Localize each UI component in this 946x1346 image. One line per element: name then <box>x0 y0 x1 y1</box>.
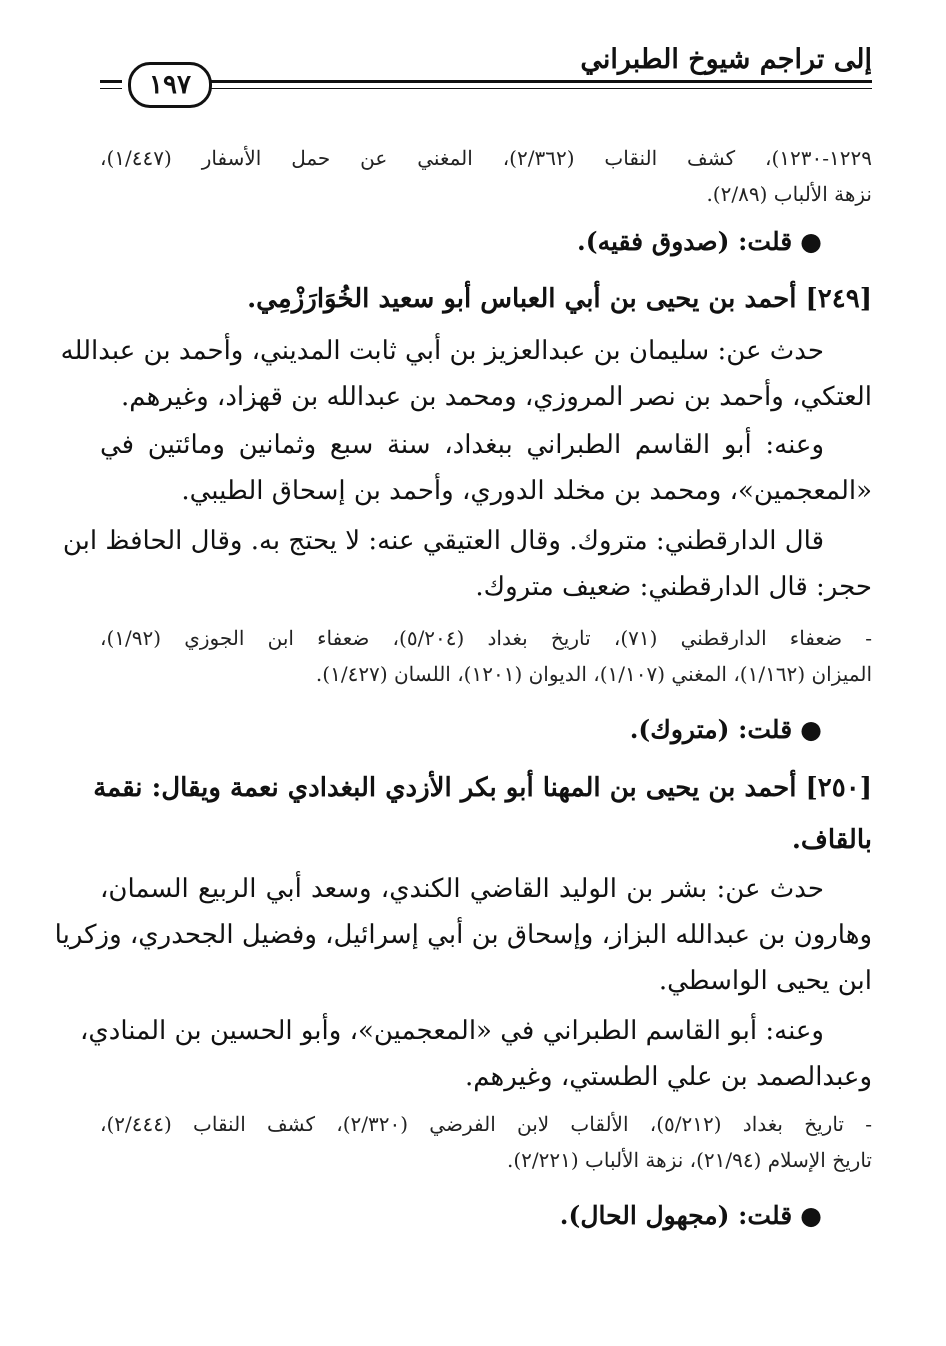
header-rule-left-thin <box>100 88 122 89</box>
paragraph-line: حجر: قال الدارقطني: ضعيف متروك. <box>475 572 872 602</box>
paragraph-line: «المعجمين»، ومحمد بن مخلد الدوري، وأحمد بن إسحاق الطيبي. <box>181 476 872 506</box>
verdict-1 <box>100 222 822 262</box>
verdict-text: قلت: (مجهول الحال). <box>559 1201 793 1230</box>
entry-heading-text: [٢٥٠] أحمد بن يحيى بن المهنا أبو بكر الأزدي البغدادي نعمة ويقال: نقمة <box>93 773 872 803</box>
paragraph-line: وهارون بن عبدالله البزاز، وإسحاق بن أبي إسرائيل، وفضيل الجحدري، وزكريا <box>54 920 872 950</box>
footnote-line: تاريخ الإسلام (٢١/٩٤)، نزهة الألباب (٢/٢٢١). <box>507 1148 872 1172</box>
entry-heading-text: [٢٤٩] أحمد بن يحيى بن أبي العباس أبو سعيد الخُوَارَزْمِي. <box>247 284 872 314</box>
verdict-text: قلت: (صدوق فقيه). <box>577 227 793 256</box>
running-title: إلى تراجم شيوخ الطبراني <box>580 44 872 75</box>
paragraph-line: وعبدالصمد بن علي الطستي، وغيرهم. <box>464 1062 872 1092</box>
entry-249-paragraph-1 <box>60 328 872 420</box>
paragraph-line: وعنه: أبو القاسم الطبراني في «المعجمين»، وأبو الحسين بن المنادي، <box>80 1016 824 1046</box>
verdict-3 <box>100 1196 822 1236</box>
verdict-text: قلت: (متروك). <box>629 715 793 744</box>
header-rule-right-thin <box>210 88 872 89</box>
footnote-249 <box>100 620 872 692</box>
footnote-line: - ضعفاء الدارقطني (٧١)، تاريخ بغداد (٥/٢٠٤)، ضعفاء ابن الجوزي (١/٩٢)، <box>100 626 872 650</box>
footnote-250 <box>100 1106 872 1178</box>
entry-249-heading <box>100 276 872 322</box>
bullet-icon: ● <box>800 227 822 256</box>
page-number: ١٩٧ <box>128 62 212 108</box>
paragraph-line: قال الدارقطني: متروك. وقال العتيقي عنه: لا يحتج به. وقال الحافظ ابن <box>62 526 824 556</box>
entry-250-paragraph-1 <box>54 866 872 1004</box>
paragraph-line: ابن يحيى الواسطي. <box>658 966 872 996</box>
bullet-icon: ● <box>800 715 822 744</box>
footnote-line: نزهة الألباب (٢/٨٩). <box>706 182 872 206</box>
bullet-icon: ● <box>800 1201 822 1230</box>
entry-249-paragraph-3 <box>62 518 872 610</box>
footnote-top <box>100 140 872 212</box>
paragraph-line: العتكي، وأحمد بن نصر المروزي، ومحمد بن عبدالله بن قهزاد، وغيرهم. <box>121 382 872 412</box>
paragraph-line: حدث عن: سليمان بن عبدالعزيز بن أبي ثابت المديني، وأحمد بن عبدالله <box>60 336 824 366</box>
entry-heading-text: بالقاف. <box>791 825 872 855</box>
footnote-line: ١٢٢٩-١٢٣٠)، كشف النقاب (٢/٣٦٢)، المغني عن حمل الأسفار (١/٤٤٧)، <box>100 146 872 170</box>
header-rule-right <box>210 80 872 83</box>
page-header <box>100 42 872 102</box>
footnote-line: - تاريخ بغداد (٥/٢١٢)، الألقاب لابن الفرضي (٢/٣٢٠)، كشف النقاب (٢/٤٤٤)، <box>100 1112 872 1136</box>
header-rule-left <box>100 80 122 83</box>
paragraph-line: وعنه: أبو القاسم الطبراني ببغداد، سنة سبع وثمانين ومائتين في <box>100 430 824 460</box>
entry-250-heading <box>93 762 872 866</box>
entry-249-paragraph-2 <box>100 422 872 514</box>
entry-250-paragraph-2 <box>80 1008 872 1100</box>
verdict-2 <box>100 710 822 750</box>
paragraph-line: حدث عن: بشر بن الوليد القاضي الكندي، وسعد أبي الربيع السمان، <box>100 874 824 904</box>
footnote-line: الميزان (١/١٦٢)، المغني (١/١٠٧)، الديوان (١٢٠١)، اللسان (١/٤٢٧). <box>315 662 872 686</box>
